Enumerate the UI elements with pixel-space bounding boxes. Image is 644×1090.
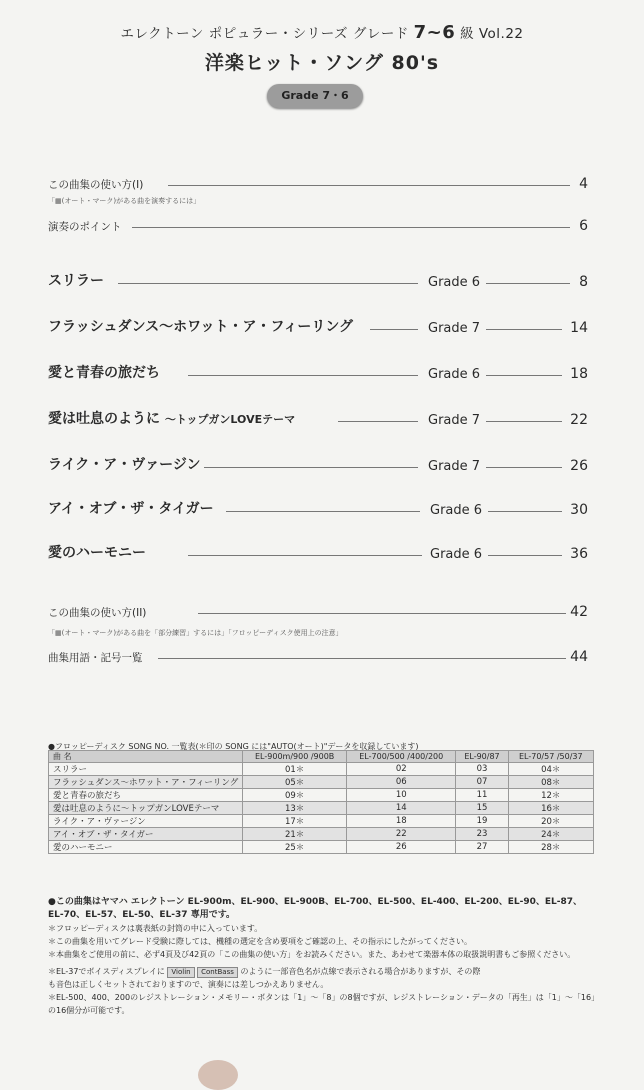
leader-line bbox=[486, 421, 562, 422]
leader-line bbox=[486, 375, 562, 376]
note-display-prefix: ＊EL-37でボイスディスプレイに bbox=[48, 967, 165, 976]
table-row bbox=[49, 841, 594, 854]
col-header-el700: EL-700/500 /400/200 bbox=[347, 751, 456, 763]
leader-line bbox=[168, 185, 570, 186]
leader-line bbox=[486, 283, 570, 284]
table-row bbox=[49, 776, 594, 789]
leader-line bbox=[188, 375, 418, 376]
song-page: 26 bbox=[570, 458, 588, 474]
song-title: スリラー bbox=[48, 273, 104, 289]
table-cell-number: 07 bbox=[456, 776, 508, 789]
table-cell-number: 10 bbox=[347, 789, 456, 802]
book-title: 洋楽ヒット・ソング 80's bbox=[204, 52, 440, 74]
toc-page: 4 bbox=[579, 176, 588, 192]
table-cell-number: 02 bbox=[347, 763, 456, 776]
toc-label: この曲集の使い方(II) bbox=[48, 607, 147, 619]
series-grade: 7~6 bbox=[413, 22, 456, 43]
table-cell-number: 21＊ bbox=[243, 828, 347, 841]
leader-line bbox=[488, 555, 562, 556]
song-grade: Grade 6 bbox=[428, 275, 481, 290]
table-cell-number: 14 bbox=[347, 802, 456, 815]
table-cell-number: 15 bbox=[456, 802, 508, 815]
floppy-table-body bbox=[49, 763, 594, 854]
table-cell-number: 25＊ bbox=[243, 841, 347, 854]
song-title: 愛のハーモニー bbox=[48, 545, 146, 561]
toc-row-glossary bbox=[48, 645, 588, 669]
toc-row-song bbox=[48, 498, 588, 522]
table-cell-number: 24＊ bbox=[508, 828, 593, 841]
leader-line bbox=[488, 511, 562, 512]
col-header-song: 曲 名 bbox=[49, 751, 243, 763]
toc-page: 44 bbox=[570, 649, 588, 665]
col-header-el70: EL-70/57 /50/37 bbox=[508, 751, 593, 763]
song-grade: Grade 6 bbox=[428, 367, 481, 382]
note-line: ＊フロッピーディスクは裏表紙の封筒の中に入っています。 bbox=[48, 924, 263, 933]
notes-section bbox=[48, 896, 596, 1017]
note-line: も音色は正しくセットされておりますので、演奏には差しつかえありません。 bbox=[48, 980, 329, 989]
song-title-main: 愛は吐息のように bbox=[48, 411, 160, 427]
leader-line bbox=[158, 658, 566, 659]
song-page: 8 bbox=[579, 274, 588, 290]
table-row bbox=[49, 789, 594, 802]
note-line: ＊EL-500、400、200のレジストレーション・メモリー・ボタンは「1」〜「8」の8個ですが、レジストレーション・データの「再生」は「1」〜「16」の16個分が可能です。 bbox=[48, 993, 596, 1015]
toc-row-usage1 bbox=[48, 172, 588, 196]
leader-line bbox=[118, 283, 418, 284]
song-page: 30 bbox=[570, 502, 588, 518]
table-cell-song: 愛は吐息のように〜トップガンLOVEテーマ bbox=[49, 802, 243, 815]
song-title: フラッシュダンス〜ホワット・ア・フィーリング bbox=[48, 319, 354, 335]
table-cell-number: 01＊ bbox=[243, 763, 347, 776]
song-page: 36 bbox=[570, 546, 588, 562]
table-cell-number: 22 bbox=[347, 828, 456, 841]
song-page: 14 bbox=[570, 320, 588, 336]
toc-row-song bbox=[48, 316, 588, 340]
table-cell-number: 27 bbox=[456, 841, 508, 854]
song-subtitle: 〜トップガンLOVEテーマ bbox=[164, 413, 296, 426]
leader-line bbox=[486, 329, 562, 330]
table-row bbox=[49, 815, 594, 828]
leader-line bbox=[226, 511, 420, 512]
note-line-display bbox=[48, 965, 596, 978]
toc-row-song bbox=[48, 362, 588, 386]
table-cell-number: 09＊ bbox=[243, 789, 347, 802]
table-cell-number: 03 bbox=[456, 763, 508, 776]
table-cell-song: アイ・オブ・ザ・タイガー bbox=[49, 828, 243, 841]
grade-badge: Grade 7・6 bbox=[267, 84, 363, 108]
toc-page: 6 bbox=[579, 218, 588, 234]
toc-label: この曲集の使い方(I) bbox=[48, 179, 144, 191]
toc-label: 演奏のポイント bbox=[48, 221, 122, 233]
song-page: 18 bbox=[570, 366, 588, 382]
table-cell-number: 18 bbox=[347, 815, 456, 828]
song-grade: Grade 7 bbox=[428, 459, 481, 474]
leader-line bbox=[370, 329, 418, 330]
table-cell-number: 19 bbox=[456, 815, 508, 828]
song-grade: Grade 7 bbox=[428, 321, 481, 336]
table-cell-number: 08＊ bbox=[508, 776, 593, 789]
table-cell-number: 23 bbox=[456, 828, 508, 841]
voice-key-contbass: ContBass bbox=[197, 967, 238, 978]
table-row bbox=[49, 828, 594, 841]
table-cell-number: 17＊ bbox=[243, 815, 347, 828]
toc-row-points bbox=[48, 214, 588, 238]
table-cell-song: ライク・ア・ヴァージン bbox=[49, 815, 243, 828]
song-grade: Grade 6 bbox=[430, 547, 483, 562]
note-main: ●この曲集はヤマハ エレクトーン EL-900m、EL-900、EL-900B、EL-700、EL-500、EL-400、EL-200、EL-90、EL-87、EL-70、EL-57、EL-50、EL-37 専用です。 bbox=[48, 897, 583, 920]
song-grade: Grade 7 bbox=[428, 413, 481, 428]
table-cell-song: フラッシュダンス〜ホワット・ア・フィーリング bbox=[49, 776, 243, 789]
leader-line bbox=[132, 227, 570, 228]
thumb-blur bbox=[198, 1060, 238, 1090]
table-cell-number: 20＊ bbox=[508, 815, 593, 828]
table-cell-number: 05＊ bbox=[243, 776, 347, 789]
table-cell-song: 愛と青春の旅だち bbox=[49, 789, 243, 802]
song-title bbox=[48, 408, 295, 428]
table-cell-song: 愛のハーモニー bbox=[49, 841, 243, 854]
series-suffix: 級 Vol.22 bbox=[460, 26, 524, 42]
voice-key-violin: Violin bbox=[167, 967, 194, 978]
toc-row-usage2 bbox=[48, 600, 588, 624]
toc-row-song bbox=[48, 454, 588, 478]
table-cell-number: 11 bbox=[456, 789, 508, 802]
toc-page: 42 bbox=[570, 604, 588, 620]
table-cell-number: 16＊ bbox=[508, 802, 593, 815]
song-title: ライク・ア・ヴァージン bbox=[48, 457, 201, 473]
song-page: 22 bbox=[570, 412, 588, 428]
song-title: 愛と青春の旅だち bbox=[48, 365, 160, 381]
table-row bbox=[49, 763, 594, 776]
note-display-suffix: のように一部音色名が点線で表示される場合がありますが、その際 bbox=[240, 967, 481, 976]
table-row bbox=[49, 802, 594, 815]
floppy-song-table bbox=[48, 750, 594, 854]
note-line: ＊この曲集を用いてグレード受験に際しては、機種の選定を含め要項をご確認の上、その指示にしたがってください。 bbox=[48, 937, 472, 946]
series-line bbox=[0, 22, 644, 43]
toc-row-song bbox=[48, 408, 588, 432]
table-cell-number: 06 bbox=[347, 776, 456, 789]
toc-row-song bbox=[48, 270, 588, 294]
toc-subnote: 「▦(オート・マーク)がある曲を「部分練習」するには」「フロッピーディスク使用上の注意」 bbox=[48, 629, 343, 637]
toc-row-song bbox=[48, 542, 588, 566]
leader-line bbox=[338, 421, 418, 422]
song-grade: Grade 6 bbox=[430, 503, 483, 518]
table-cell-song: スリラー bbox=[49, 763, 243, 776]
col-header-el900: EL-900m/900 /900B bbox=[243, 751, 347, 763]
table-cell-number: 04＊ bbox=[508, 763, 593, 776]
note-line: ＊本曲集をご使用の前に、必ず4頁及び42頁の「この曲集の使い方」をお読みください。また、あわせて楽器本体の取扱説明書もご参照ください。 bbox=[48, 950, 576, 959]
leader-line bbox=[486, 467, 562, 468]
song-title: アイ・オブ・ザ・タイガー bbox=[48, 501, 214, 517]
table-cell-number: 13＊ bbox=[243, 802, 347, 815]
col-header-el90: EL-90/87 bbox=[456, 751, 508, 763]
leader-line bbox=[198, 613, 566, 614]
toc-label: 曲集用語・記号一覧 bbox=[48, 652, 143, 664]
toc-subnote: 「▦(オート・マーク)がある曲を演奏するには」 bbox=[48, 197, 201, 205]
leader-line bbox=[204, 467, 418, 468]
table-cell-number: 12＊ bbox=[508, 789, 593, 802]
leader-line bbox=[188, 555, 422, 556]
table-cell-number: 28＊ bbox=[508, 841, 593, 854]
table-cell-number: 26 bbox=[347, 841, 456, 854]
table-header-row bbox=[49, 751, 594, 763]
floppy-table-title: ●フロッピーディスク SONG NO. 一覧表(＊印の SONG には"AUTO(オート)"データを収録しています) bbox=[48, 742, 419, 751]
series-prefix: エレクトーン ポピュラー・シリーズ グレード bbox=[120, 26, 409, 42]
